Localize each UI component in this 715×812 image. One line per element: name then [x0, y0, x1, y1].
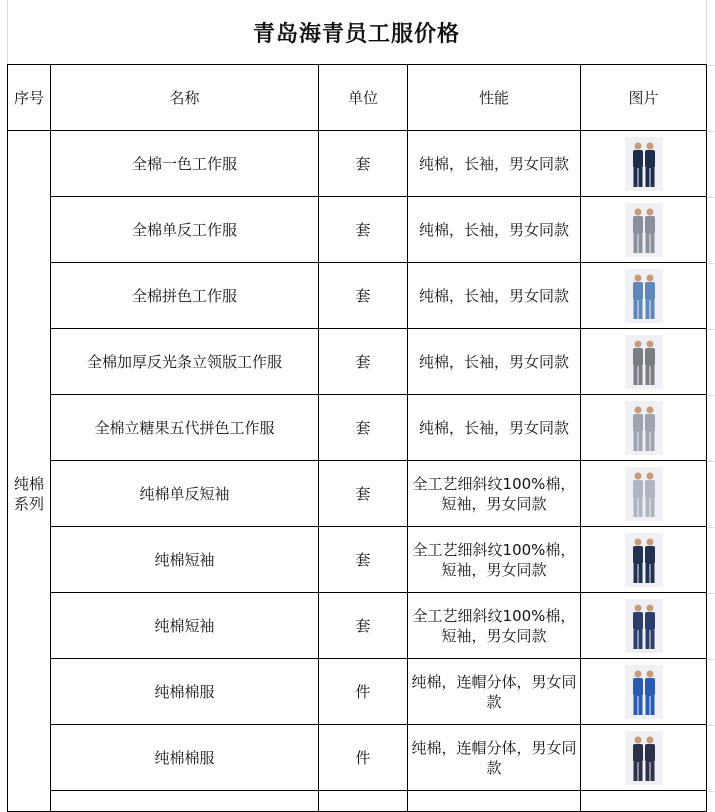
- product-photo: [625, 731, 663, 785]
- product-image-cell: [581, 131, 707, 197]
- product-name: 全棉立糖果五代拼色工作服: [51, 395, 319, 461]
- sheet-right-gutter: [706, 0, 715, 792]
- product-photo: [625, 137, 663, 191]
- product-spec: 纯棉，长袖，男女同款: [408, 329, 581, 395]
- table-row: [8, 263, 707, 329]
- product-unit: 套: [319, 197, 408, 263]
- product-image-cell: [581, 263, 707, 329]
- product-image-cell: [581, 725, 707, 791]
- product-spec: 纯棉，长袖，男女同款: [408, 263, 581, 329]
- product-image-cell: [581, 329, 707, 395]
- table-row: [8, 593, 707, 659]
- header-no: 序号: [8, 65, 51, 131]
- product-image-cell: [581, 461, 707, 527]
- product-name: 纯棉短袖: [51, 527, 319, 593]
- price-table: [7, 64, 707, 812]
- series-label-line1: 纯棉: [13, 475, 44, 493]
- product-spec: 纯棉，连帽分体，男女同款: [408, 725, 581, 791]
- grey-workwear-photo-icon: [625, 203, 663, 257]
- product-unit: 套: [319, 461, 408, 527]
- product-name: 纯棉单反短袖: [51, 461, 319, 527]
- product-image-cell: [581, 395, 707, 461]
- two-tone-workwear-photo-icon: [625, 269, 663, 323]
- product-name: 纯棉棉服: [51, 725, 319, 791]
- candy-color-workwear-photo-icon: [625, 401, 663, 455]
- product-unit: 件: [319, 659, 408, 725]
- table-row: [8, 329, 707, 395]
- short-sleeve-navy-photo-icon: [625, 533, 663, 587]
- product-photo: [625, 665, 663, 719]
- product-photo: [625, 467, 663, 521]
- product-name: 全棉加厚反光条立领版工作服: [51, 329, 319, 395]
- product-photo: [625, 401, 663, 455]
- product-spec: 全工艺细斜纹100%棉，短袖，男女同款: [408, 461, 581, 527]
- product-unit: 套: [319, 395, 408, 461]
- series-cell: [8, 131, 51, 812]
- navy-workwear-photo-icon: [625, 137, 663, 191]
- product-unit: 套: [319, 131, 408, 197]
- table-row: [8, 461, 707, 527]
- product-photo: [625, 203, 663, 257]
- product-spec: 全工艺细斜纹100%棉，短袖，男女同款: [408, 593, 581, 659]
- product-image-cell: [581, 197, 707, 263]
- product-name: 全棉拼色工作服: [51, 263, 319, 329]
- product-unit: 套: [319, 593, 408, 659]
- product-image-cell: [581, 659, 707, 725]
- product-photo: [625, 335, 663, 389]
- short-sleeve-red-navy-photo-icon: [625, 599, 663, 653]
- table-row: [8, 395, 707, 461]
- header-name: 名称: [51, 65, 319, 131]
- product-image-cell: [581, 593, 707, 659]
- product-name: 纯棉棉服: [51, 659, 319, 725]
- product-spec: 纯棉，长袖，男女同款: [408, 131, 581, 197]
- blue-padded-coat-photo-icon: [625, 665, 663, 719]
- product-unit: 套: [319, 527, 408, 593]
- table-row: [8, 197, 707, 263]
- header-image: 图片: [581, 65, 707, 131]
- product-photo: [625, 599, 663, 653]
- short-sleeve-grey-photo-icon: [625, 467, 663, 521]
- table-header-row: [8, 65, 707, 131]
- product-unit: 套: [319, 329, 408, 395]
- product-name: 全棉一色工作服: [51, 131, 319, 197]
- table-row: [8, 527, 707, 593]
- product-unit: 套: [319, 263, 408, 329]
- product-photo: [625, 533, 663, 587]
- table-row: [8, 659, 707, 725]
- product-image-cell: [581, 527, 707, 593]
- grey-reflective-workwear-photo-icon: [625, 335, 663, 389]
- product-unit: 件: [319, 725, 408, 791]
- product-spec: 纯棉，长袖，男女同款: [408, 395, 581, 461]
- header-spec: 性能: [408, 65, 581, 131]
- product-spec: 全工艺细斜纹100%棉，短袖，男女同款: [408, 527, 581, 593]
- navy-padded-coat-photo-icon: [625, 731, 663, 785]
- product-spec: 纯棉，连帽分体，男女同款: [408, 659, 581, 725]
- product-photo: [625, 269, 663, 323]
- product-name: 纯棉短袖: [51, 593, 319, 659]
- page-title: 青岛海青员工服价格: [252, 20, 460, 47]
- product-name: 全棉单反工作服: [51, 197, 319, 263]
- table-row: [8, 131, 707, 197]
- product-spec: 纯棉，长袖，男女同款: [408, 197, 581, 263]
- header-unit: 单位: [319, 65, 408, 131]
- series-label-line2: 系列: [13, 495, 44, 513]
- table-row: [8, 725, 707, 791]
- table-row-partial: [8, 791, 707, 812]
